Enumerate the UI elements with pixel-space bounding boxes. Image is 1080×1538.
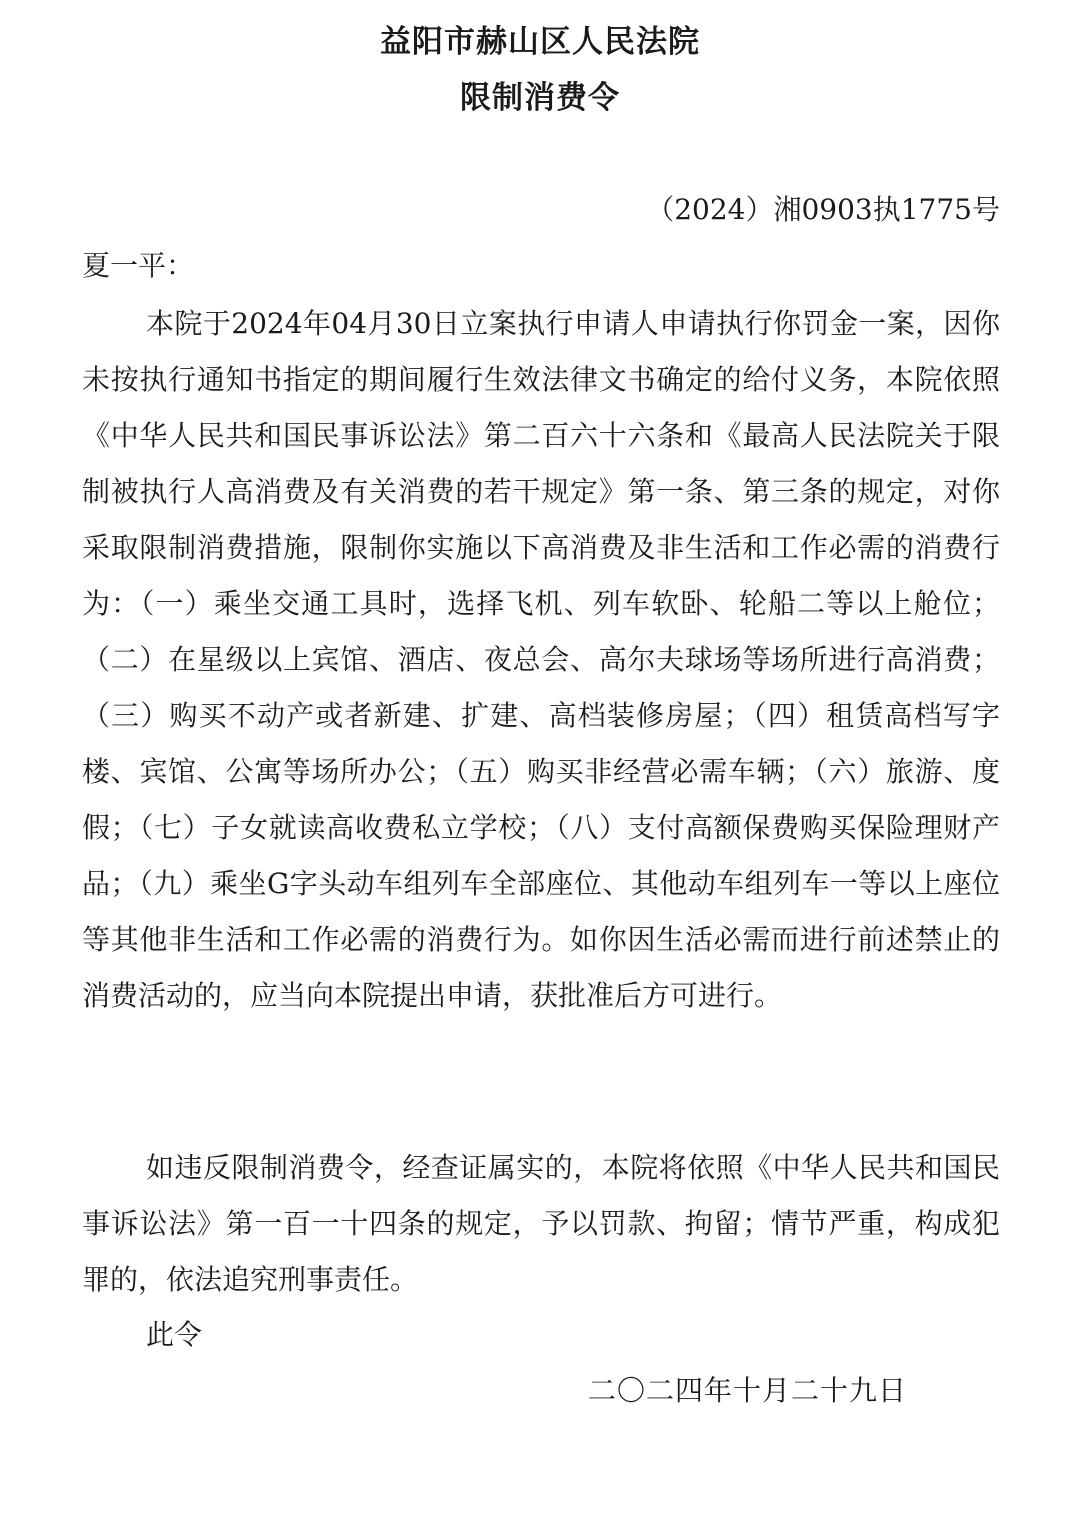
issue-date: 二〇二四年十月二十九日	[587, 1374, 907, 1407]
body-paragraph-restrictions: 本院于2024年04月30日立案执行申请人申请执行你罚金一案，因你未按执行通知书指定的期间履行生效法律文书确定的给付义务，本院依照《中华人民共和国民事诉讼法》第二百六十六条和《最高人民法院关于限制被执行人高消费及有关消费的若干规定》第一条、第三条的规定，对你采取限制消费措施，限制你实施以下高消费及非生活和工作必需的消费行为：（一）乘坐交通工具时，选择飞机、列车软卧、轮船二等以上舱位；（二）在星级以上宾馆、酒店、夜总会、高尔夫球场等场所进行高消费；（三）购买不动产或者新建、扩建、高档装修房屋；（四）租赁高档写字楼、宾馆、公寓等场所办公；（五）购买非经营必需车辆；（六）旅游、度假；（七）子女就读高收费私立学校；（八）支付高额保费购买保险理财产品；（九）乘坐G字头动车组列车全部座位、其他动车组列车一等以上座位等其他非生活和工作必需的消费行为。如你因生活必需而进行前述禁止的消费活动的，应当向本院提出申请，获批准后方可进行。	[82, 307, 1000, 1012]
case-number: （2024）湘0903执1775号	[646, 193, 1000, 226]
document-title: 限制消费令	[460, 80, 620, 116]
addressee: 夏一平：	[82, 249, 195, 282]
body-paragraph-penalty: 如违反限制消费令，经查证属实的，本院将依照《中华人民共和国民事诉讼法》第一百一十四条的规定，予以罚款、拘留；情节严重，构成犯罪的，依法追究刑事责任。	[82, 1151, 1000, 1296]
closing-phrase: 此令	[146, 1318, 203, 1351]
court-name: 益阳市赫山区人民法院	[380, 24, 700, 60]
